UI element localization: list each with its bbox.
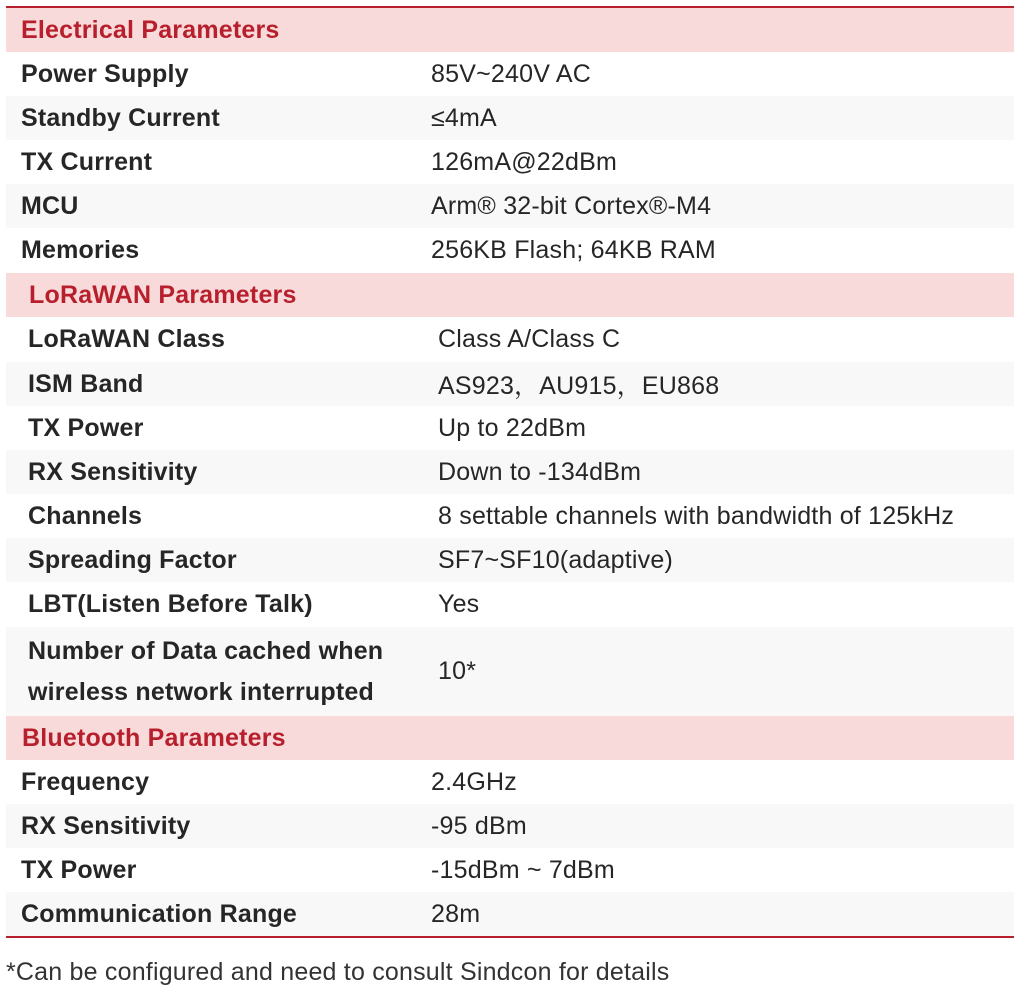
table-row [6, 450, 1014, 494]
row-label: MCU [21, 191, 79, 220]
spec-table [6, 6, 1014, 936]
table-row [6, 362, 1014, 406]
row-value: Class A/Class C [438, 325, 621, 353]
table-row [6, 804, 1014, 848]
row-label: Number of Data cached when wireless network interrupted [28, 636, 384, 706]
row-value: Up to 22dBm [438, 413, 587, 442]
row-value: ≤4mA [431, 103, 497, 132]
table-row [6, 582, 1014, 627]
row-label: LBT(Listen Before Talk) [28, 590, 313, 618]
row-label: Power Supply [21, 59, 189, 88]
section-header-bluetooth [6, 716, 1014, 760]
row-value: SF7~SF10(adaptive) [438, 545, 673, 574]
section-header-lorawan [6, 273, 1014, 317]
row-value: -95 dBm [431, 811, 527, 840]
row-value: 8 settable channels with bandwidth of 125kHz [438, 501, 955, 530]
section-title: LoRaWAN Parameters [29, 280, 297, 309]
row-value: 256KB Flash; 64KB RAM [431, 236, 716, 264]
table-row [6, 538, 1014, 582]
section-title: Bluetooth Parameters [22, 723, 286, 752]
row-label: RX Sensitivity [28, 457, 198, 486]
row-value: Yes [438, 590, 480, 618]
table-row [6, 892, 1014, 936]
row-label: Frequency [21, 767, 150, 796]
table-row [6, 760, 1014, 804]
row-label: Spreading Factor [28, 545, 237, 574]
row-label: Channels [28, 501, 143, 530]
row-value: 126mA@22dBm [431, 147, 618, 176]
table-row [6, 52, 1014, 96]
table-row [6, 140, 1014, 184]
footnote: *Can be configured and need to consult Sindcon for details [6, 958, 670, 986]
table-bottom-rule [6, 936, 1014, 938]
row-label: TX Power [28, 413, 144, 442]
table-row [6, 494, 1014, 538]
row-value: 85V~240V AC [431, 59, 591, 88]
table-row [6, 317, 1014, 362]
row-label: LoRaWAN Class [28, 325, 226, 353]
section-title: Electrical Parameters [21, 15, 280, 44]
row-label: RX Sensitivity [21, 811, 191, 840]
section-header-electrical [6, 8, 1014, 52]
table-row [6, 627, 1014, 716]
row-value: -15dBm ~ 7dBm [431, 855, 615, 884]
row-value: 10* [438, 657, 477, 685]
row-label: TX Current [21, 147, 153, 176]
table-row [6, 848, 1014, 892]
table-row [6, 184, 1014, 228]
row-label: Standby Current [21, 103, 220, 132]
row-label: Communication Range [21, 899, 298, 928]
row-value: Arm® 32-bit Cortex®-M4 [431, 191, 712, 220]
table-row [6, 96, 1014, 140]
row-value: 28m [431, 899, 481, 928]
row-label: Memories [21, 236, 140, 264]
row-label: TX Power [21, 855, 137, 884]
row-value: AS923，AU915，EU868 [438, 372, 720, 400]
table-row [6, 228, 1014, 273]
row-label: ISM Band [28, 369, 144, 398]
table-row [6, 406, 1014, 450]
row-value: Down to -134dBm [438, 457, 642, 486]
row-value: 2.4GHz [431, 767, 517, 796]
